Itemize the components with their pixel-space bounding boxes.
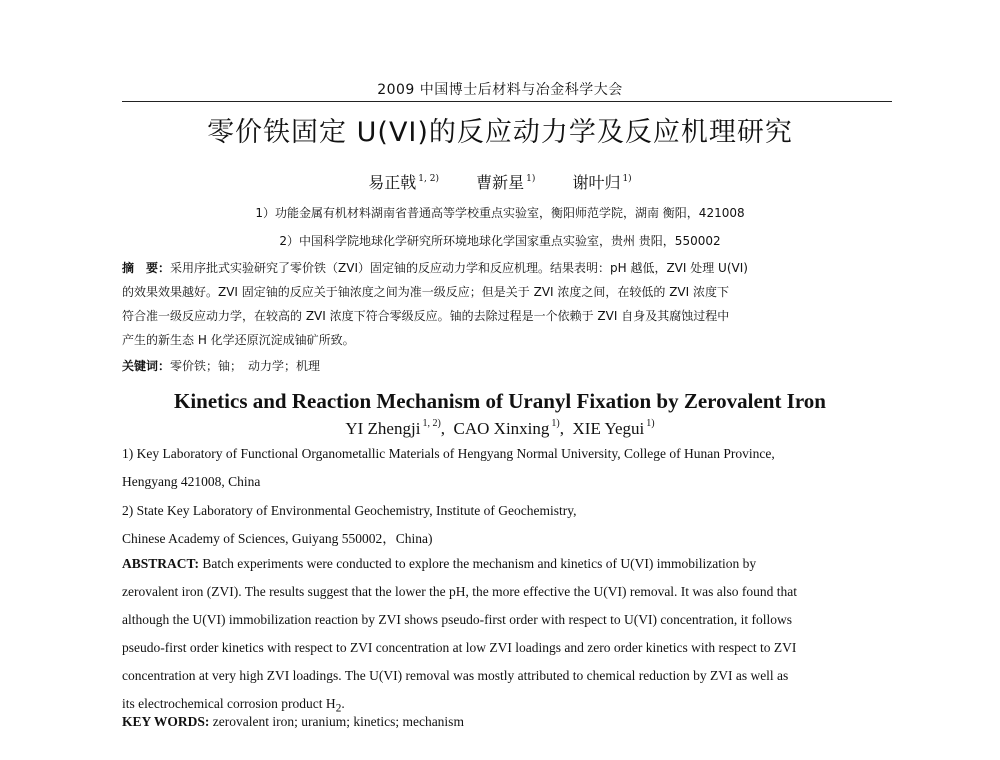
abstract-en-line: its electrochemical corrosion product H	[122, 696, 336, 711]
affiliation-en-line: Hengyang 421008, China	[122, 474, 261, 489]
author-name: 谢叶归	[572, 173, 621, 192]
keywords-cn-label: 关键词：	[122, 359, 171, 373]
abstract-en-line: concentration at very high ZVI loadings. The U(VI) removal was mostly attributed to chemical reduction by ZVI as well as	[122, 668, 789, 683]
affiliation-en-2	[122, 497, 892, 553]
abstract-cn-line: 符合准一级反应动力学，在较高的 ZVI 浓度下符合零级反应。铀的去除过程是一个依赖于 ZVI 自身及其腐蚀过程中	[122, 309, 730, 323]
authors-chinese	[0, 170, 1000, 193]
abstract-en-line: pseudo-first order kinetics with respect to ZVI concentration at low ZVI loadings and zero order kinetics with respect to ZVI	[122, 640, 797, 655]
title-english: Kinetics and Reaction Mechanism of Uranyl Fixation by Zerovalent Iron	[174, 389, 826, 413]
author-affil-marker: 1)	[646, 418, 655, 429]
abstract-english	[122, 550, 892, 723]
abstract-en-label: ABSTRACT:	[122, 556, 200, 571]
author-cn	[476, 173, 535, 192]
keywords-en-label: KEY WORDS:	[122, 714, 210, 729]
author-affil-marker: 1)	[526, 174, 536, 184]
author-affil-marker: 1, 2)	[418, 174, 439, 184]
conference-header: 2009 中国博士后材料与冶金科学大会	[377, 82, 623, 98]
abstract-en-line: Batch experiments were conducted to explore the mechanism and kinetics of U(VI) immobilization by	[199, 556, 757, 571]
affiliation-en-line: Chinese Academy of Sciences, Guiyang 550002，China)	[122, 531, 433, 546]
abstract-en-period: .	[341, 696, 345, 711]
abstract-chinese	[122, 256, 892, 352]
author-name: 曹新星	[476, 173, 525, 192]
keywords-english	[122, 714, 892, 730]
author-name: YI Zhengji	[345, 419, 421, 438]
author-affil-marker: 1, 2)	[422, 418, 441, 429]
subscript-2: 2	[335, 702, 342, 715]
author-name: 易正戟	[368, 173, 417, 192]
author-name: CAO Xinxing	[453, 419, 550, 438]
abstract-cn-line: 产生的新生态 H 化学还原沉淀成铀矿所致。	[122, 333, 355, 347]
abstract-en-line: zerovalent iron (ZVI). The results suggest that the lower the pH, the more effective the U(VI) removal. It was also found that	[122, 584, 798, 599]
title-chinese: 零价铁固定 U(VI)的反应动力学及反应机理研究	[207, 117, 793, 148]
author-cn	[572, 173, 631, 192]
keywords-cn-text: 零价铁；铀； 动力学；机理	[170, 359, 321, 373]
author-cn	[368, 173, 439, 192]
affiliation-cn-2: 2）中国科学院地球化学研究所环境地球化学国家重点实验室，贵州 贵阳，550002	[279, 234, 721, 248]
author-name: XIE Yegui	[572, 419, 645, 438]
author-affil-marker: 1)	[622, 174, 632, 184]
author-affil-marker: 1)	[551, 418, 560, 429]
author-en	[345, 419, 440, 438]
abstract-en-line: although the U(VI) immobilization reaction by ZVI shows pseudo-first order with respect to U(VI) concentration, it follows	[122, 612, 792, 627]
keywords-chinese	[122, 357, 892, 374]
affiliation-en-1	[122, 440, 892, 496]
affiliation-cn-1: 1）功能金属有机材料湖南省普通高等学校重点实验室，衡阳师范学院，湖南 衡阳，421008	[255, 206, 745, 220]
abstract-cn-line: 采用序批式实验研究了零价铁（ZVI）固定铀的反应动力学和反应机理。结果表明：pH 越低，ZVI 处理 U(VI)	[170, 261, 748, 275]
authors-english: YI Zhengji $^{1, 2)}$, CAO Xinxing $^{1)}$, XIE Yegui $^{1)}$	[345, 418, 655, 438]
abstract-cn-line: 的效果效果越好。ZVI 固定铀的反应关于铀浓度之间为准一级反应；但是关于 ZVI 浓度之间，在较低的 ZVI 浓度下	[122, 285, 729, 299]
affiliation-en-line: 2) State Key Laboratory of Environmental Geochemistry, Institute of Geochemistry,	[122, 503, 577, 518]
affiliation-en-line: 1) Key Laboratory of Functional Organometallic Materials of Hengyang Normal University, College of Hunan Province,	[122, 446, 775, 461]
author-en	[573, 419, 655, 438]
header-rule	[122, 101, 892, 102]
author-en	[454, 419, 560, 438]
abstract-cn-label: 摘 要：	[122, 261, 171, 275]
keywords-en-text: zerovalent iron; uranium; kinetics; mechanism	[209, 714, 464, 729]
